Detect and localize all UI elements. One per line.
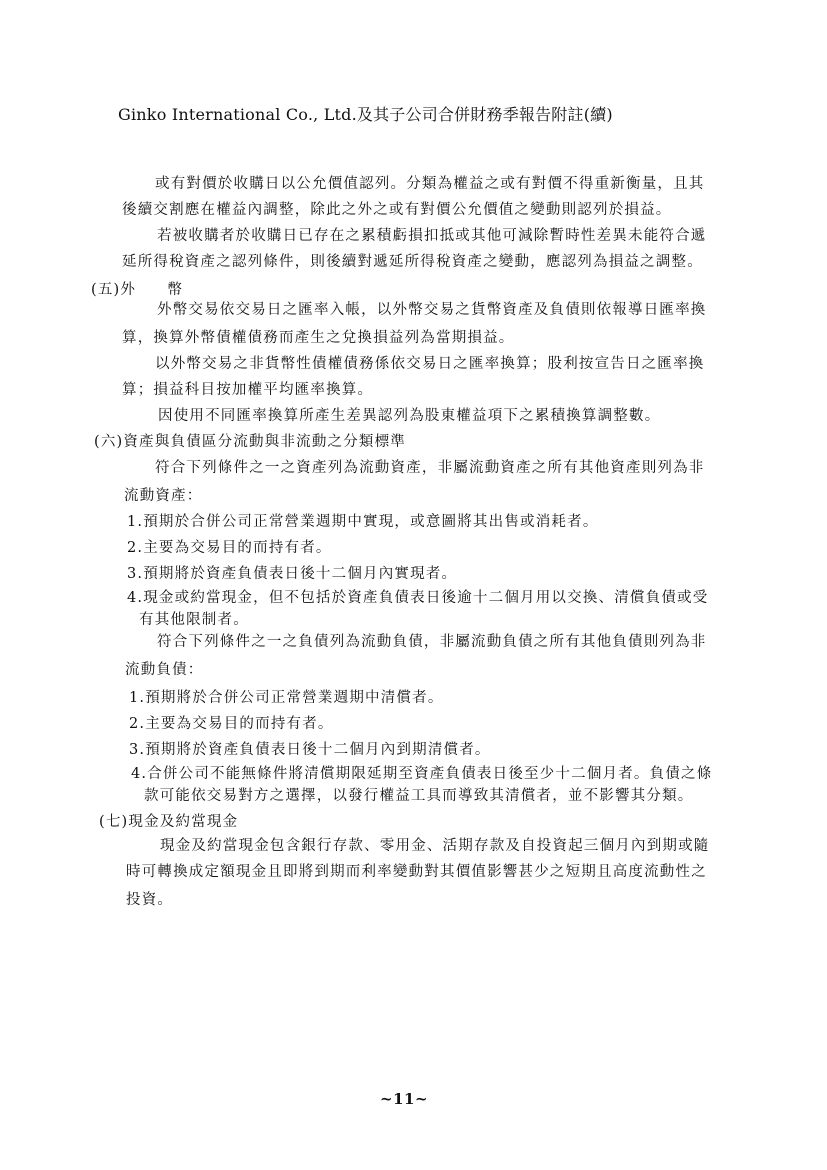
list-item: 4.合併公司不能無條件將清償期限延期至資產負債表日後至少十二個月者。負債之條 (131, 766, 713, 782)
list-item: 1.預期將於合併公司正常營業週期中清償者。 (129, 690, 444, 706)
paragraph-line: 或有對價於收購日以公允價值認列。分類為權益之或有對價不得重新衡量，且其 (155, 176, 705, 192)
paragraph-line: 算；損益科目按加權平均匯率換算。 (122, 382, 374, 398)
paragraph-line: 流動負債： (125, 662, 204, 678)
paragraph-line: 符合下列條件之一之負債列為流動負債，非屬流動負債之所有其他負債則列為非 (157, 634, 707, 650)
paragraph-line: 時可轉換成定額現金且即將到期而利率變動對其價值影響甚少之短期且高度流動性之 (126, 864, 707, 880)
paragraph-line: 投資。 (126, 892, 174, 908)
page-header: Ginko International Co., Ltd.及其子公司合併財務季報告附註(續) (118, 105, 613, 124)
section-heading-7: (七)現金及約當現金 (99, 814, 239, 830)
list-item: 1.預期於合併公司正常營業週期中實現，或意圖將其出售或消耗者。 (127, 514, 599, 530)
paragraph-line: 延所得稅資產之認列條件，則後續對遞延所得稅資產之變動，應認列為損益之調整。 (122, 254, 703, 270)
paragraph-line: 若被收購者於收購日已存在之累積虧損扣抵或其他可減除暫時性差異未能符合遞 (157, 228, 707, 244)
list-item: 4.現金或約當現金，但不包括於資產負債表日後逾十二個月用以交換、清償負債或受 (127, 590, 709, 606)
paragraph-line: 後續交割應在權益內調整，除此之外之或有對價公允價值之變動則認列於損益。 (122, 202, 672, 218)
section-heading-6: (六)資產與負債區分流動與非流動之分類標準 (94, 434, 407, 450)
paragraph-line: 流動資產： (124, 488, 203, 504)
paragraph-line: 算，換算外幣債權債務而產生之兌換損益列為當期損益。 (122, 330, 515, 346)
page-number: ~11~ (380, 1090, 429, 1108)
list-item-continuation: 款可能依交易對方之選擇，以發行權益工具而導致其清償者，並不影響其分類。 (144, 788, 694, 804)
paragraph-line: 因使用不同匯率換算所產生差異認列為股東權益項下之累積換算調整數。 (158, 408, 661, 424)
paragraph-line: 現金及約當現金包含銀行存款、零用金、活期存款及自投資起三個月內到期或隨 (160, 838, 710, 854)
paragraph-line: 以外幣交易之非貨幣性債權債務係依交易日之匯率換算；股利按宣告日之匯率換 (155, 356, 705, 372)
paragraph-line: 外幣交易依交易日之匯率入帳，以外幣交易之貨幣資產及負債則依報導日匯率換 (157, 302, 707, 318)
list-item: 3.預期將於資產負債表日後十二個月內到期清償者。 (129, 742, 491, 758)
list-item: 2.主要為交易目的而持有者。 (129, 716, 334, 732)
list-item: 3.預期將於資產負債表日後十二個月內實現者。 (127, 566, 458, 582)
list-item-continuation: 有其他限制者。 (139, 612, 249, 628)
list-item: 2.主要為交易目的而持有者。 (127, 540, 332, 556)
paragraph-line: 符合下列條件之一之資產列為流動資產，非屬流動資產之所有其他資產則列為非 (155, 460, 705, 476)
section-heading-5: (五)外 幣 (91, 282, 184, 298)
